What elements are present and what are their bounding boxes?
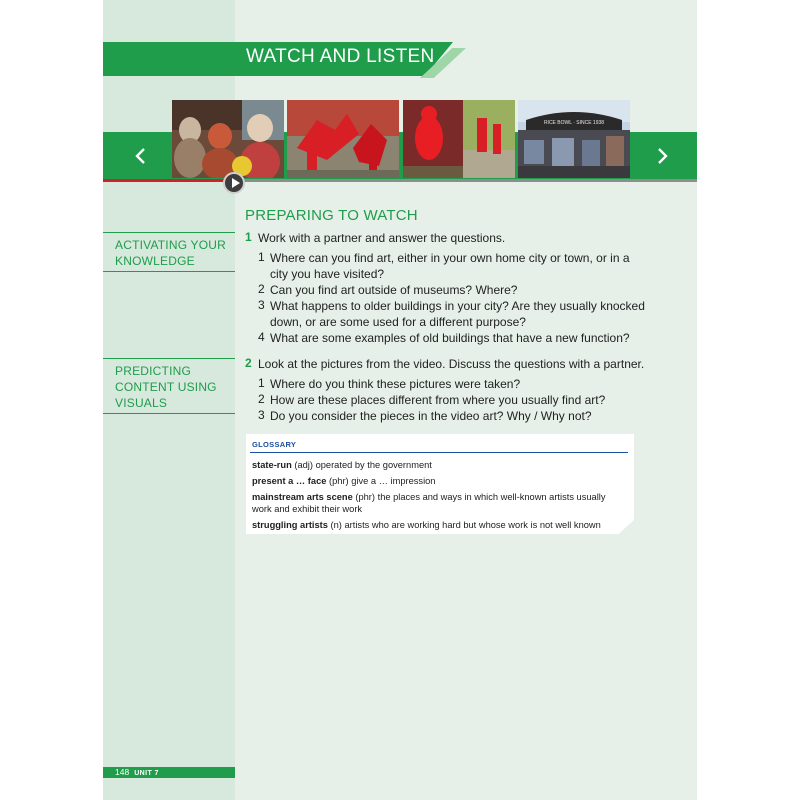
- sidebar-divider: [103, 271, 235, 272]
- section-header-title: WATCH AND LISTEN: [246, 46, 435, 67]
- video-progress-track[interactable]: [233, 179, 697, 182]
- subquestion-line: city you have visited?: [270, 267, 385, 281]
- video-thumbnail-2[interactable]: [287, 100, 399, 178]
- glossary-pos: (n): [330, 520, 342, 530]
- next-button[interactable]: [643, 132, 683, 180]
- subquestion-number: 3: [258, 408, 265, 422]
- sign-text: RICE BOWL · SINCE 1938: [543, 120, 605, 126]
- subquestion-number: 2: [258, 392, 265, 406]
- glossary-term: struggling artists: [252, 520, 328, 530]
- glossary-pos: (phr): [329, 476, 349, 486]
- subquestion-text: Can you find art outside of museums? Where?: [270, 283, 518, 297]
- glossary-definition: operated by the government: [315, 460, 432, 470]
- subquestion-text: How are these places different from where you usually find art?: [270, 393, 606, 407]
- subquestion-number: 1: [258, 250, 265, 264]
- sidebar-label-line: KNOWLEDGE: [115, 254, 195, 268]
- glossary-pos: (phr): [355, 492, 376, 502]
- footer-text: [115, 767, 159, 779]
- glossary-definition: the places and ways in which well-known artists usually: [377, 492, 606, 502]
- question-text: Work with a partner and answer the questions.: [258, 231, 506, 245]
- subquestion-text: Do you consider the pieces in the video art? Why / Why not?: [270, 409, 592, 423]
- section-title: PREPARING TO WATCH: [245, 207, 418, 224]
- subquestion-text: [270, 250, 630, 282]
- sidebar-label-line: ACTIVATING YOUR: [115, 238, 227, 252]
- sidebar-divider: [103, 232, 235, 233]
- page-number: 148: [115, 767, 130, 777]
- question-text: Look at the pictures from the video. Discuss the questions with a partner.: [258, 357, 645, 371]
- glossary-term: present a … face: [252, 476, 327, 486]
- chevron-left-icon: [133, 147, 147, 165]
- subquestion-text: [270, 298, 645, 330]
- chevron-right-icon: [656, 147, 670, 165]
- glossary-pos: (adj): [294, 460, 313, 470]
- previous-button[interactable]: [120, 132, 160, 180]
- sidebar-label-line: CONTENT USING: [115, 380, 217, 394]
- glossary-term: mainstream arts scene: [252, 492, 353, 502]
- video-thumbnail-1[interactable]: [172, 100, 284, 178]
- glossary-entry: [252, 491, 622, 515]
- subquestion-text: What are some examples of old buildings that have a new function?: [270, 331, 630, 345]
- sidebar-label-line: PREDICTING: [115, 364, 192, 378]
- unit-label: UNIT 7: [134, 770, 159, 777]
- glossary-title: GLOSSARY: [252, 440, 297, 449]
- glossary-entry: [252, 475, 622, 487]
- subquestion-text: Where do you think these pictures were taken?: [270, 377, 521, 391]
- subquestion-number: 1: [258, 376, 265, 390]
- glossary-definition: artists who are working hard but whose work is not well known: [344, 520, 601, 530]
- subquestion-line: down, or are some used for a different purpose?: [270, 315, 526, 329]
- video-thumbnail-3[interactable]: [403, 100, 515, 178]
- subquestion-number: 4: [258, 330, 265, 344]
- subquestion-line: Where can you find art, either in your own home city or town, or in a: [270, 251, 630, 265]
- glossary-entry: [252, 519, 622, 531]
- subquestion-number: 2: [258, 282, 265, 296]
- glossary-term: state-run: [252, 460, 292, 470]
- sidebar-divider: [103, 358, 235, 359]
- question-number: 1: [245, 230, 252, 244]
- sidebar-label-line: VISUALS: [115, 396, 168, 410]
- subquestion-number: 3: [258, 298, 265, 312]
- sidebar-label-activating: [103, 237, 235, 269]
- sidebar-divider: [103, 413, 235, 414]
- glossary-definition: work and exhibit their work: [252, 504, 363, 514]
- video-thumbnail-4[interactable]: [518, 100, 630, 178]
- question-number: 2: [245, 356, 252, 370]
- sidebar-label-predicting: [103, 363, 235, 411]
- glossary-definition: give a … impression: [351, 476, 436, 486]
- glossary-rule: [250, 452, 628, 453]
- glossary-entry: [252, 459, 622, 471]
- subquestion-line: What happens to older buildings in your city? Are they usually knocked: [270, 299, 645, 313]
- play-button[interactable]: [223, 172, 245, 194]
